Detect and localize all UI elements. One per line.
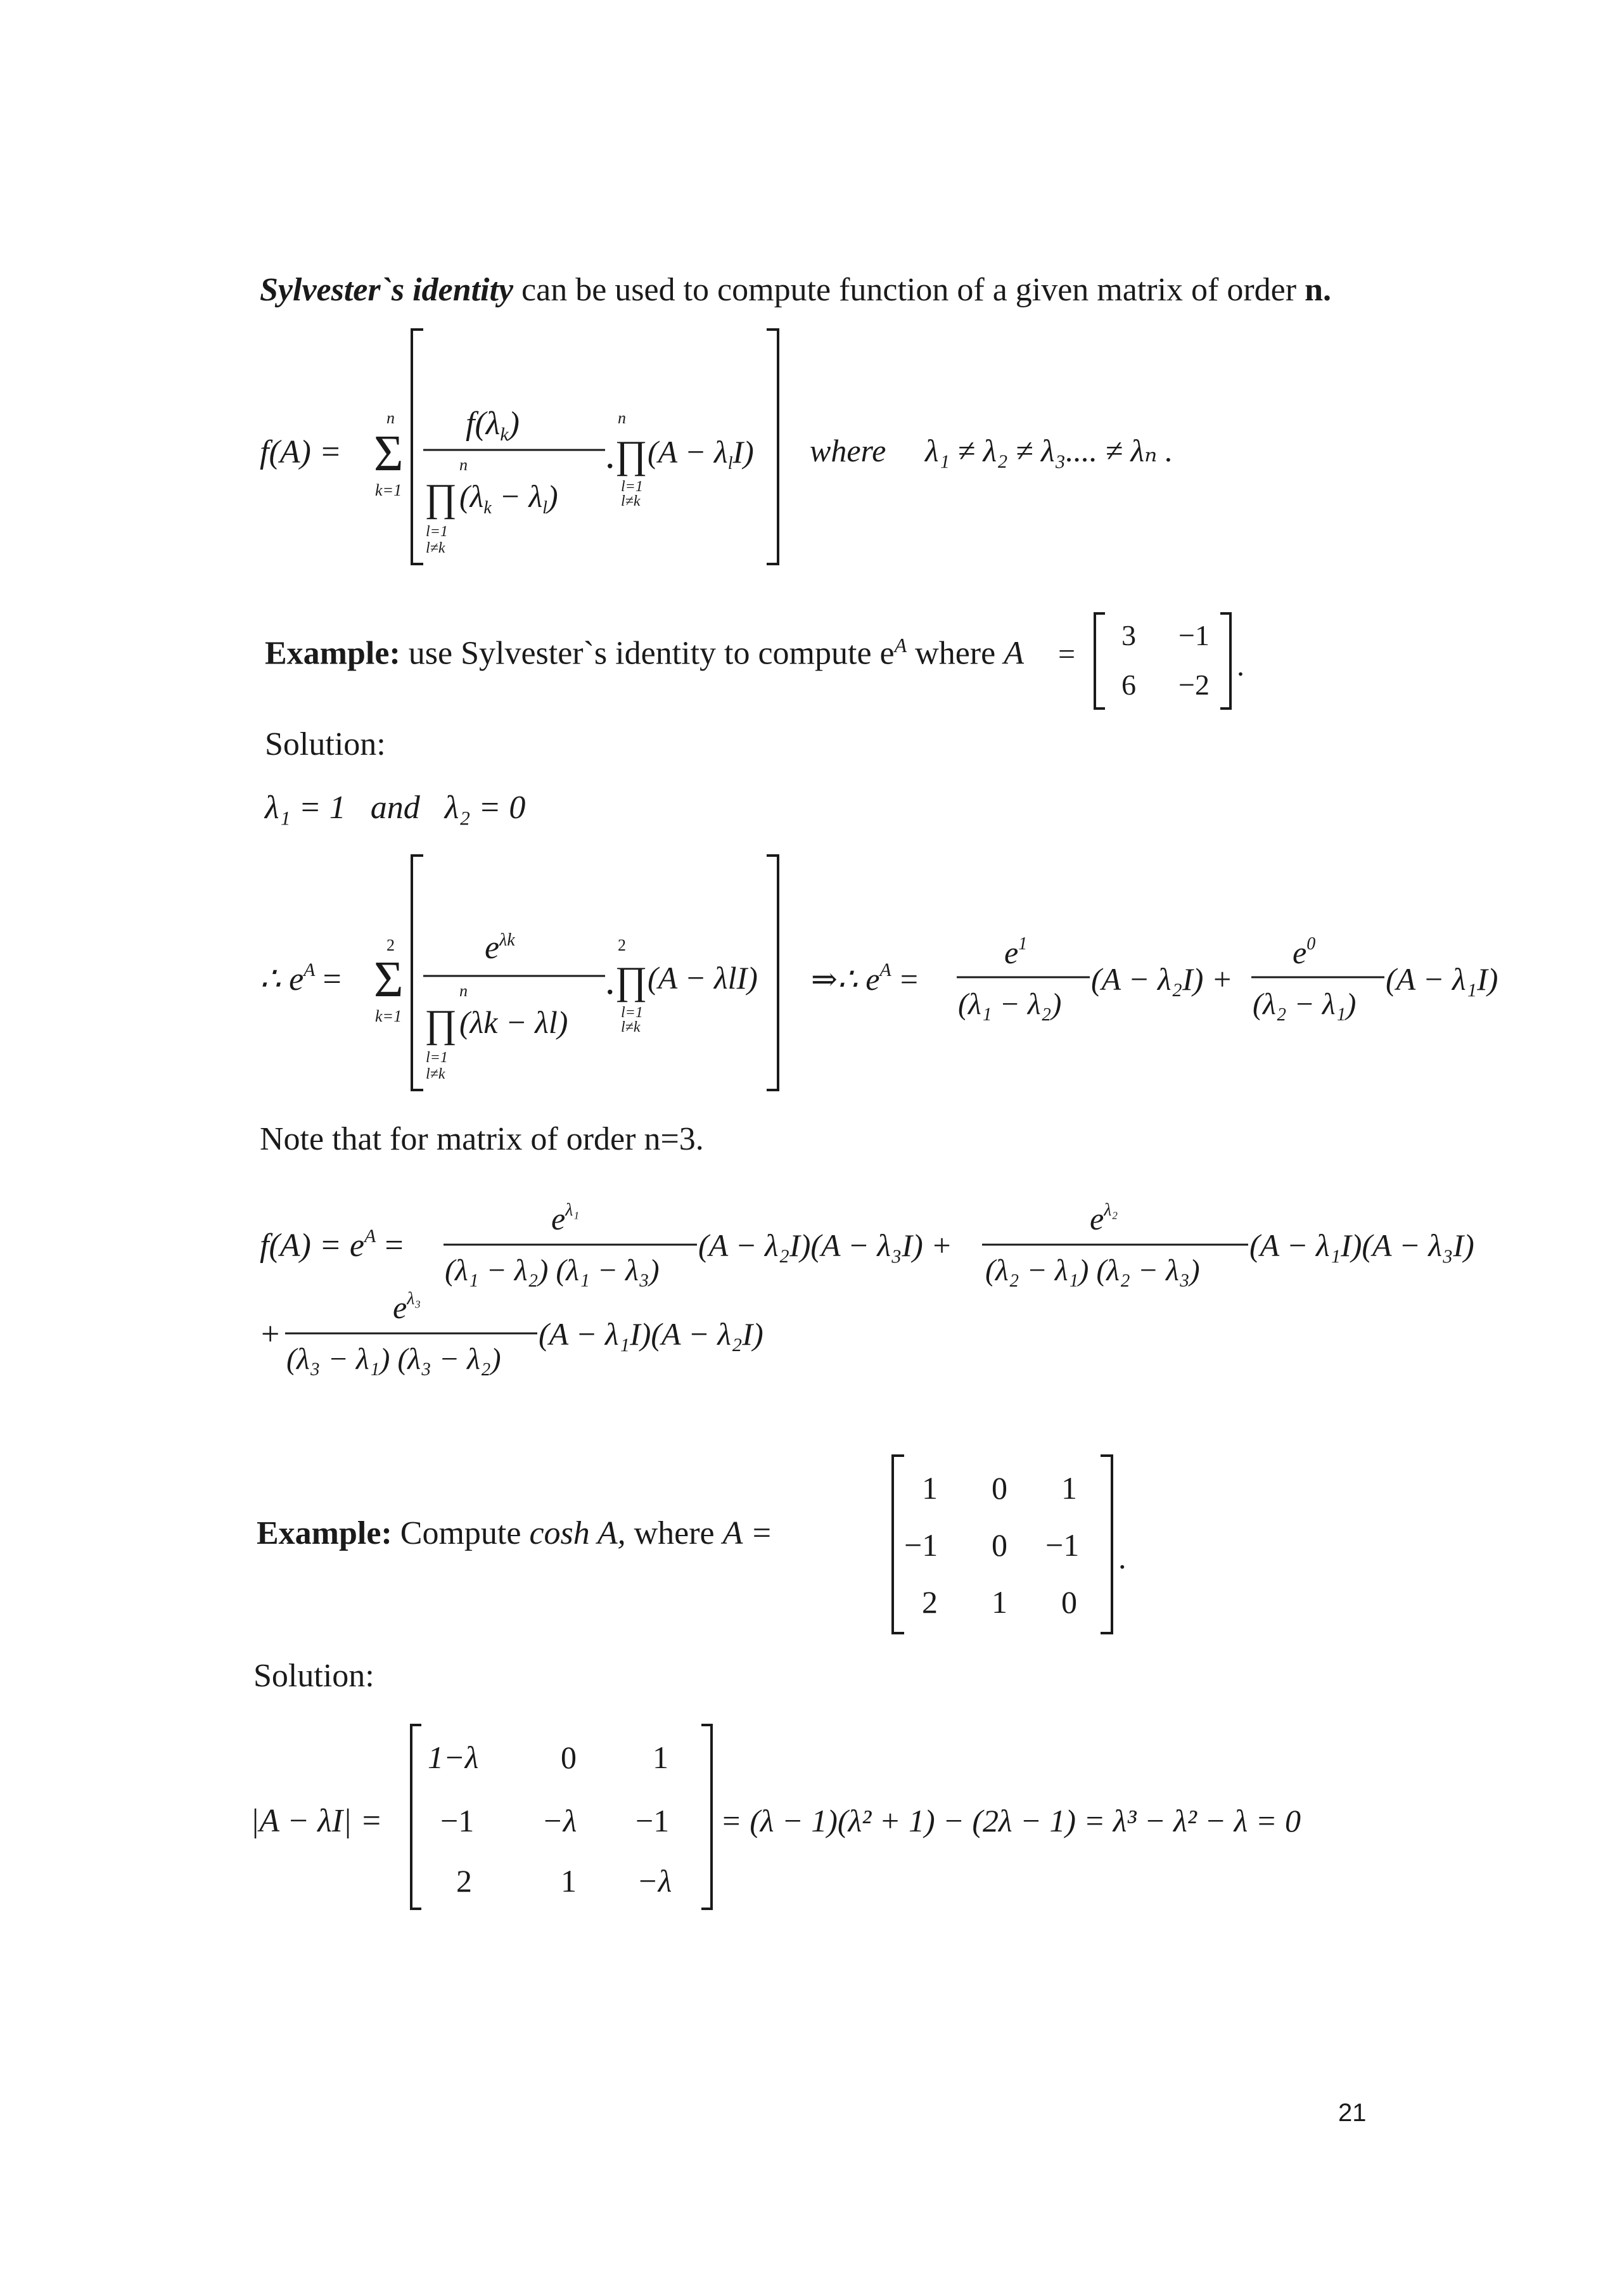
f1-den-prod: ∏: [425, 477, 457, 520]
f1-rprod-bot2: l≠k: [621, 493, 641, 510]
example1-text: use Sylvester`s identity to compute e: [400, 635, 895, 672]
f2-t2-factor: (A − λ₁I): [1386, 961, 1498, 997]
example1-eq: =: [1058, 638, 1076, 671]
f1-rprod-bot: l=1: [621, 478, 643, 495]
f3-t1-den: (λ₁ − λ₂) (λ₁ − λ₃): [445, 1254, 660, 1287]
f2-numerator: $e^{\lambda k}$: [485, 930, 515, 966]
f2-bracket-right: [767, 856, 778, 1090]
f2-den-prod-top: n: [459, 982, 468, 1000]
example1-sentence: [265, 634, 1024, 672]
solution2-m22: −λ: [637, 1863, 672, 1899]
f2-implies: ⇒∴ $e^A$ =: [811, 959, 918, 997]
solution1-eigenvalues: [265, 789, 525, 826]
example1-m00: 3: [1121, 619, 1136, 651]
f1-sum-top: n: [386, 409, 395, 427]
note-text: Note that for matrix of order n=3.: [260, 1121, 704, 1157]
f1-den-prod-bot2: l≠k: [426, 540, 445, 556]
f2-rprod-bot: l=1: [621, 1004, 643, 1021]
f3-t3-den: (λ₃ − λ₁) (λ₃ − λ₂): [286, 1342, 501, 1376]
solution2-m20: 2: [456, 1863, 472, 1899]
f2-t2-num: $e^0$: [1293, 934, 1316, 970]
formula-exp-order2: [253, 856, 1521, 1096]
example1-sup: A: [894, 634, 907, 657]
example2-m00: 1: [922, 1470, 938, 1506]
f1-denominator: $(\lambda_k - \lambda_l)$: [459, 478, 558, 518]
f2-sum: Σ: [374, 952, 404, 1008]
f3-plus: +: [261, 1316, 280, 1352]
example2-A: A =: [722, 1515, 773, 1551]
f2-rprod-bot2: l≠k: [621, 1019, 641, 1036]
f3-t3-num: $e^{\lambda_3}$: [393, 1289, 421, 1325]
formula-sylvester: [253, 330, 1267, 570]
solution2-m11: −λ: [542, 1803, 577, 1838]
f1-where: where: [810, 433, 886, 468]
f3-t1-factor: (A − λ₂I)(A − λ₃I) +: [698, 1228, 952, 1263]
f2-sum-bot: k=1: [375, 1007, 402, 1025]
f1-rprod-top: n: [618, 409, 626, 427]
f3-t3-factor: (A − λ₁I)(A − λ₂I): [539, 1316, 763, 1352]
example2-text: Compute: [392, 1515, 530, 1551]
solution1-eig1: λ₁ = 1: [265, 790, 346, 826]
intro-term: Sylvester`s identity: [260, 272, 514, 308]
solution2-m01: 0: [561, 1740, 577, 1775]
f1-rprod: .∏: [605, 433, 648, 477]
solution2-rhs: = (λ − 1)(λ² + 1) − (2λ − 1) = λ³ − λ² − λ = 0: [720, 1803, 1301, 1838]
solution2-m12: −1: [635, 1803, 670, 1838]
f2-t2-den: (λ₂ − λ₁): [1253, 987, 1357, 1021]
solution2-label: Solution:: [253, 1658, 374, 1694]
f2-t1-den: (λ₁ − λ₂): [958, 987, 1062, 1021]
example1-A: A: [1004, 635, 1024, 672]
f1-sum: Σ: [374, 426, 404, 482]
f1-lhs: f(A) =: [260, 434, 342, 470]
example1-bracket-right: [1220, 613, 1230, 709]
example1-m01: −1: [1178, 619, 1210, 651]
page-number: 21: [1338, 2099, 1367, 2127]
example2-matrix: [890, 1454, 1156, 1638]
f1-condition: λ₁ ≠ λ₂ ≠ λ₃.... ≠ λₙ .: [925, 433, 1173, 468]
formula-exp-order3: [253, 1179, 1521, 1394]
solution2-bracket-left: [411, 1725, 421, 1909]
f1-den-prod-bot: l=1: [426, 523, 448, 540]
example2-bracket-right: [1101, 1456, 1112, 1633]
solution2-m21: 1: [561, 1863, 577, 1899]
f3-t2-den: (λ₂ − λ₁) (λ₂ − λ₃): [985, 1254, 1200, 1287]
intro-text: can be used to compute function of a given matrix of order: [513, 272, 1305, 308]
example2-m21: 1: [992, 1584, 1007, 1620]
f3-t1-num: $e^{\lambda_1}$: [551, 1200, 580, 1236]
example1-bracket-left: [1095, 613, 1105, 709]
example1-m10: 6: [1121, 669, 1136, 701]
f2-rprod: .∏: [605, 959, 648, 1003]
f2-sum-top: 2: [386, 936, 395, 954]
example2-m10: −1: [904, 1527, 938, 1563]
example2-m22: 0: [1061, 1584, 1077, 1620]
f2-bracket-left: [412, 856, 423, 1090]
f2-den-prod-bot2: l≠k: [426, 1066, 445, 1082]
solution2-determinant: [250, 1724, 1517, 1914]
example2-label: Example:: [257, 1515, 392, 1551]
f2-den-prod-bot: l=1: [426, 1049, 448, 1066]
solution1-label: Solution:: [265, 726, 386, 762]
solution2-m02: 1: [653, 1740, 668, 1775]
f2-t1-num: $e^1$: [1004, 934, 1028, 970]
example1-dot: .: [1237, 649, 1244, 683]
example2-m11: 0: [992, 1527, 1007, 1563]
f1-factor: $(A - \lambda_lI)$: [648, 434, 754, 473]
solution1-eig2: λ₂ = 0: [444, 790, 526, 826]
f2-rprod-top: 2: [618, 936, 626, 954]
f1-bracket-right: [767, 330, 778, 564]
example2-dot: .: [1118, 1540, 1127, 1575]
f3-t2-factor: (A − λ₁I)(A − λ₃I): [1249, 1228, 1474, 1263]
solution1-and: and: [370, 790, 420, 826]
f1-numerator: f(λk): [466, 406, 520, 445]
example2-sentence: [257, 1515, 773, 1552]
example2-cosh: cosh A,: [529, 1515, 626, 1551]
example1-label: Example:: [265, 635, 400, 672]
solution2-bracket-right: [701, 1725, 712, 1909]
f2-t1-factor: (A − λ₂I) +: [1091, 961, 1233, 997]
solution2-m00: 1−λ: [428, 1740, 479, 1775]
f2-factor: (A − λlI): [648, 960, 758, 996]
f1-sum-bot: k=1: [375, 481, 402, 499]
f2-lhs: ∴ $e^A$ =: [260, 959, 342, 997]
intro-n: n.: [1305, 272, 1331, 308]
example2-bracket-left: [893, 1456, 904, 1633]
f3-lhs: $f(A) = e^A$ =: [260, 1226, 404, 1264]
example2-m20: 2: [922, 1584, 938, 1620]
f2-denominator: (λk − λl): [459, 1004, 568, 1040]
intro-sentence: [260, 271, 1331, 309]
solution2-m10: −1: [440, 1803, 475, 1838]
example2-text2: where: [625, 1515, 723, 1551]
example2-m12: −1: [1045, 1527, 1080, 1563]
f3-t2-num: $e^{\lambda_2}$: [1090, 1200, 1118, 1236]
example2-m01: 0: [992, 1470, 1007, 1506]
example1-text2: where: [907, 635, 1004, 672]
example2-m02: 1: [1061, 1470, 1077, 1506]
example1-matrix: [1058, 612, 1267, 714]
f1-bracket-left: [412, 330, 423, 564]
solution2-lhs: |A − λI| =: [250, 1803, 383, 1839]
example1-m11: −2: [1178, 669, 1210, 701]
f2-den-prod: ∏: [425, 1003, 457, 1046]
f1-den-prod-top: n: [459, 456, 468, 474]
